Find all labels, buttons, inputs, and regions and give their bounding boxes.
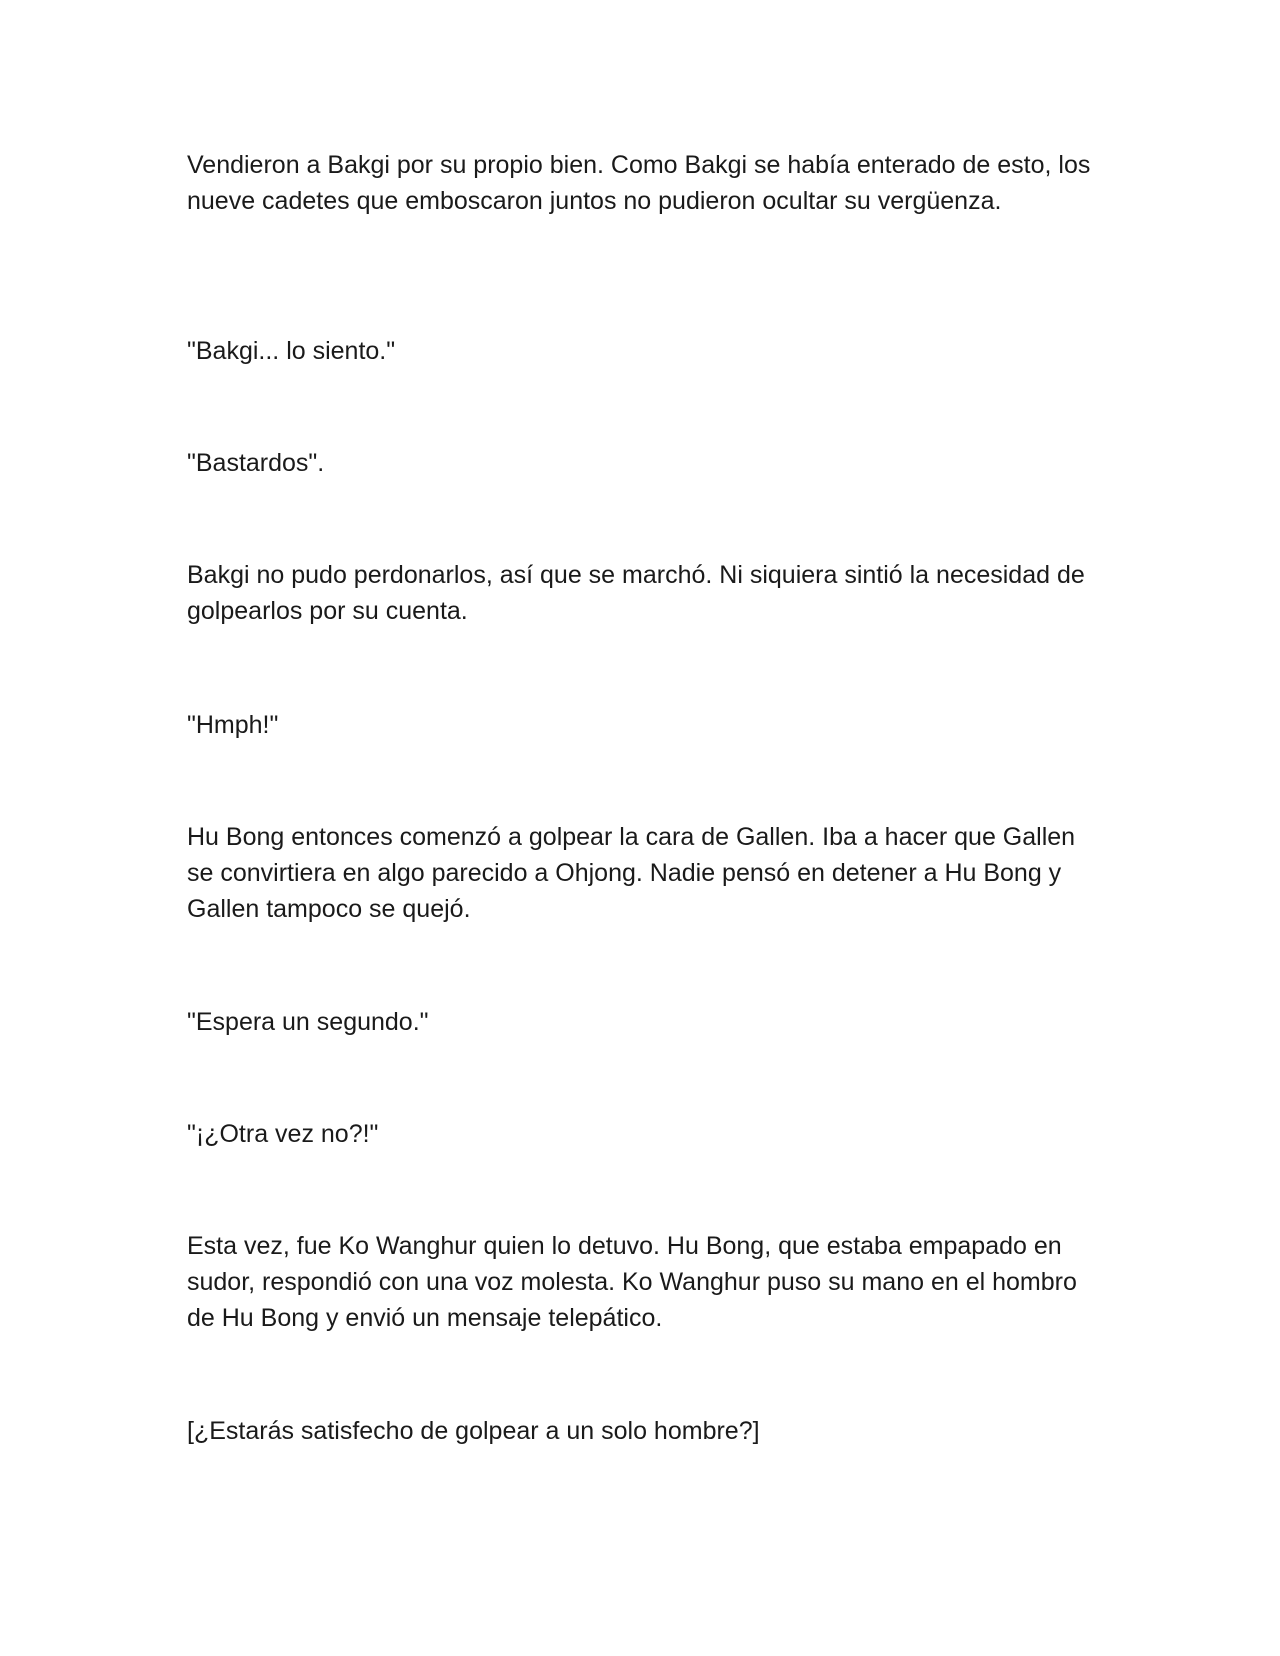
paragraph-1: Vendieron a Bakgi por su propio bien. Como Bakgi se había enterado de esto, los nueve cadetes que emboscaron juntos no pudieron ocultar su vergüenza. xyxy=(187,151,1091,215)
paragraph-4: Bakgi no pudo perdonarlos, así que se marchó. Ni siquiera sintió la necesidad de golpearlos por su cuenta. xyxy=(187,561,1085,625)
paragraph-5: "Hmph!" xyxy=(187,711,279,739)
paragraph-9: Esta vez, fue Ko Wanghur quien lo detuvo. Hu Bong, que estaba empapado en sudor, respondió con una voz molesta. Ko Wanghur puso su mano en el hombro de Hu Bong y envió un mensaje telepático. xyxy=(187,1232,1077,1332)
paragraph-8: "¡¿Otra vez no?!" xyxy=(187,1120,379,1148)
paragraph-10: [¿Estarás satisfecho de golpear a un solo hombre?] xyxy=(187,1417,760,1445)
paragraph-7: "Espera un segundo." xyxy=(187,1008,429,1036)
paragraph-6: Hu Bong entonces comenzó a golpear la cara de Gallen. Iba a hacer que Gallen se convirtiera en algo parecido a Ohjong. Nadie pensó en detener a Hu Bong y Gallen tampoco se quejó. xyxy=(187,823,1076,923)
paragraph-2: "Bakgi... lo siento." xyxy=(187,337,396,365)
paragraph-3: "Bastardos". xyxy=(187,449,325,477)
